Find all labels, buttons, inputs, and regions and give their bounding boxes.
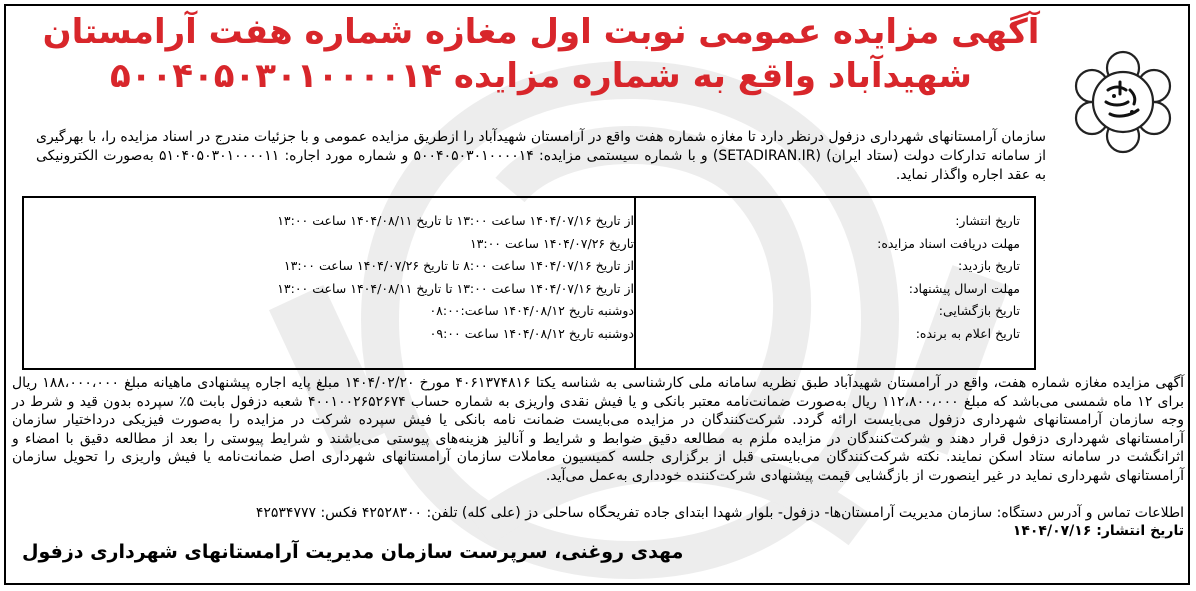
schedule-value: دوشنبه تاریخ ۱۴۰۴/۰۸/۱۲ ساعت ۰۹:۰۰ (429, 325, 634, 341)
schedule-label: تاریخ اعلام به برنده: (915, 325, 1020, 341)
schedule-value: تاریخ ۱۴۰۴/۰۷/۲۶ ساعت ۱۳:۰۰ (469, 235, 634, 251)
schedule-value: از تاریخ ۱۴۰۴/۰۷/۱۶ ساعت ۱۳:۰۰ تا تاریخ ۱۴۰۴/۰۸/۱۱ ساعت ۱۳:۰۰ (277, 280, 634, 296)
schedule-value: از تاریخ ۱۴۰۴/۰۷/۱۶ ساعت ۸:۰۰ تا تاریخ ۱۴۰۴/۰۷/۲۶ ساعت ۱۳:۰۰ (283, 258, 634, 274)
schedule-label: مهلت ارسال پیشنهاد: (908, 280, 1020, 296)
schedule-table (22, 196, 1036, 370)
schedule-label: تاریخ انتشار: (955, 213, 1020, 228)
schedule-value: از تاریخ ۱۴۰۴/۰۷/۱۶ ساعت ۱۳:۰۰ تا تاریخ ۱۴۰۴/۰۸/۱۱ ساعت ۱۳:۰۰ (277, 213, 634, 228)
notice-title: آگهی مزایده عمومی نوبت اول مغازه شماره هفت آرامستان شهیدآباد واقع به شماره مزایده ۵۰۰۴۰۵۰۳۰۱۰۰۰۰۱۴ (42, 12, 1040, 96)
notice-intro: سازمان آرامستانهای شهرداری دزفول درنظر دارد تا مغازه شماره هفت واقع در آرامستان شهیدآباد را ازطریق مزایده عمومی و با جزئیات مندرج در اسناد مزایده را، با بهرگیری از سامانه تدارکات دولت (ستاد ایران) (SETADIRAN.IR) و با شماره سیستمی مزایده: ۵۰۰۴۰۵۰۳۰۱۰۰۰۰۱۴ و شماره مورد اجاره: ۵۱۰۴۰۵۰۳۰۱۰۰۰۰۱۱ به‌صورت الکترونیکی به عقد اجاره واگذار نماید. (36, 129, 1046, 183)
signature: مهدی روغنی، سرپرست سازمان مدیریت آرامستانهای شهرداری دزفول (22, 541, 684, 563)
schedule-label: تاریخ بازگشایی: (938, 303, 1020, 319)
schedule-label: مهلت دریافت اسناد مزایده: (877, 235, 1020, 251)
publish-date: تاریخ انتشار: ۱۴۰۴/۰۷/۱۶ (1012, 523, 1184, 539)
schedule-label: تاریخ بازدید: (958, 258, 1020, 274)
contact-info: اطلاعات تماس و آدرس دستگاه: سازمان مدیریت آرامستان‌ها- دزفول- بلوار شهدا ابتدای جاده تفریحگاه ساحلی دز (علی کله) تلفن: ۴۲۵۲۸۳۰۰ فکس: ۴۲۵۳۴۷۷۷ (255, 505, 1184, 521)
schedule-values (24, 198, 634, 368)
notice-body: آگهی مزایده مغازه شماره هفت، واقع در آرامستان شهیدآباد طبق نظریه سامانه ملی کارشناسی به شناسه یکتا ۴۰۶۱۳۷۴۸۱۶ مورخ ۱۴۰۴/۰۲/۲۰ مبلغ پایه اجاره پیشنهادی ماهیانه مبلغ ۱۸۸،۰۰۰،۰۰۰ ریال برای ۱۲ ماه شمسی می‌باشد که مبلغ ۱۱۲،۸۰۰،۰۰۰ ریال به‌صورت ضمانت‌نامه معتبر بانکی و یا فیش نقدی واریزی به شماره حساب ۴۰۰۱۰۰۲۶۵۲۶۷۴ شعبه دزفول بابت ۵٪ سپرده بدون قید و شرط در وجه سازمان آرامستانهای شهرداری دزفول می‌بایست ارائه گردد. شرکت‌کنندگان در مزایده می‌بایست ضمانت نامه بانکی یا فیش سپرده شرکت در مزایده را به‌صورت فیزیکی درداختیار سازمان آرامستانهای شهرداری دزفول قرار دهند و شرکت‌کنندگان در مزایده ملزم به مطالعه دقیق ضوابط و شرایط و آنالیز هزینه‌های پیوستی می‌باشند و شرایط پیوستی را بعد از مطالعه دقیق با امضاء و اثرانگشت در سامانه ستاد اسکن نمایند. نکته شرکت‌کنندگان می‌بایستی قبل از برگزاری جلسه کمیسیون معاملات سازمان آرامستانهای شهرداری اصل ضمانت‌نامه یا فیش واریزی را تحویل سازمان آرامستانهای شهرداری نماید در غیر اینصورت از بازگشایی قیمت پیشنهادی شرکت‌کننده خودداری به‌عمل می‌آید. (12, 375, 1184, 484)
municipality-logo-icon (1068, 46, 1178, 156)
schedule-labels (634, 198, 1034, 368)
schedule-value: دوشنبه تاریخ ۱۴۰۴/۰۸/۱۲ ساعت:۰۸:۰۰ (429, 303, 634, 319)
